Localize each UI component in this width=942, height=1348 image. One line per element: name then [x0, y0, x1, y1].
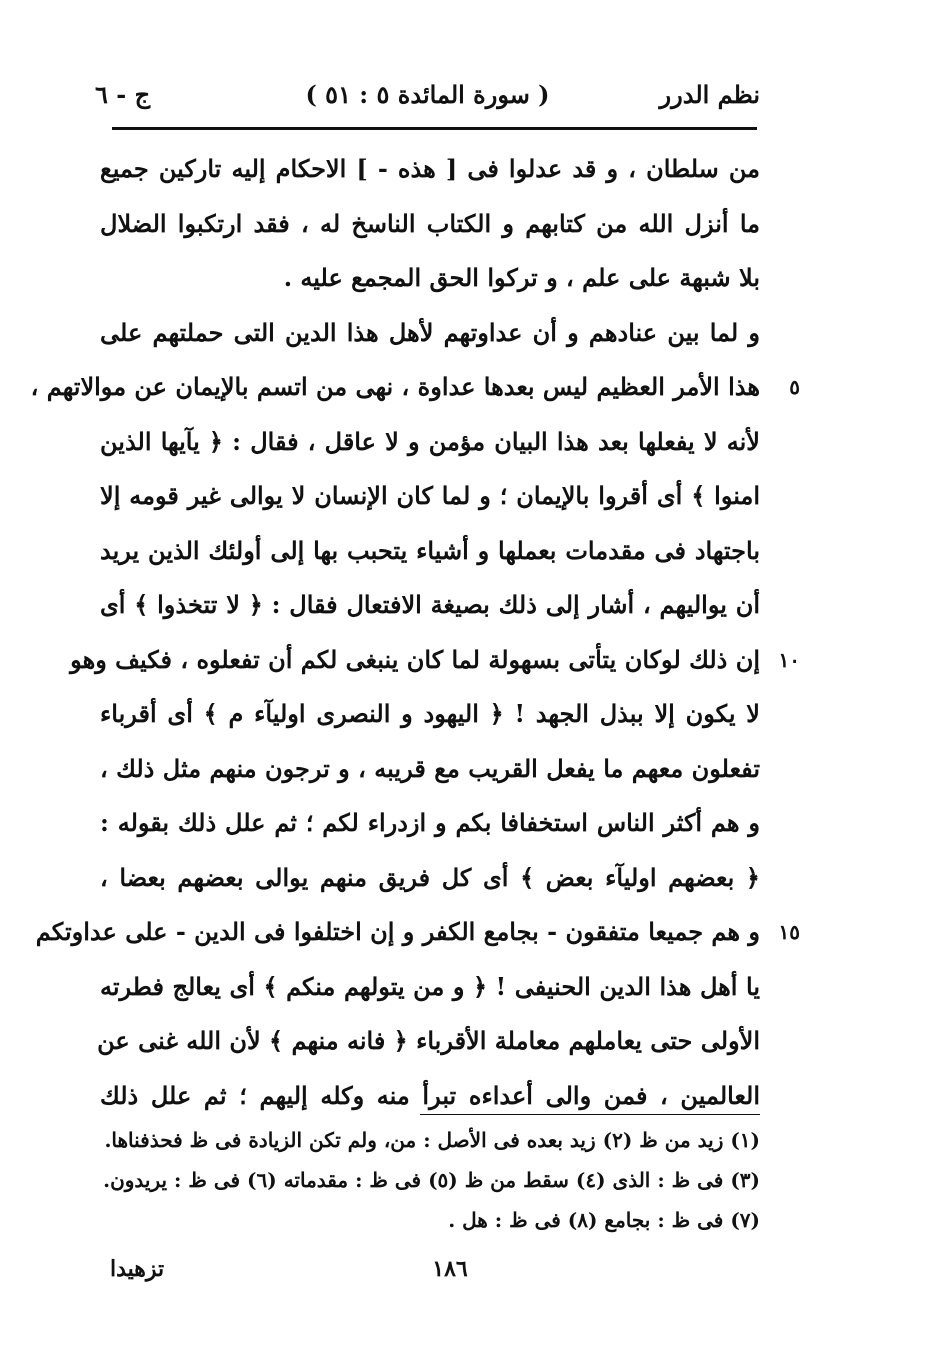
line-text: و هم أكثر الناس استخفافا بكم و ازدراء لكم ؛ ثم علل ذلك بقوله :	[100, 808, 760, 837]
text-line	[100, 306, 760, 361]
line-text: الأولى حتى يعاملهم معاملة الأقرباء ﴿ فانه منهم ﴾ لأن الله غنى عن	[97, 1026, 760, 1055]
page-number: ١٨٦	[432, 1256, 468, 1282]
line-text: إن ذلك لوكان يتأتى بسهولة لما كان ينبغى لكم أن تفعلوه ، فكيف وهو	[70, 644, 760, 674]
line-number: ٥	[789, 375, 800, 399]
footnotes	[100, 1120, 760, 1240]
footnote-rule	[420, 1114, 760, 1115]
text-line	[35, 905, 800, 960]
main-text	[30, 142, 800, 1123]
line-text: لأنه لا يفعلها بعد هذا البيان مؤمن و لا عاقل ، فقال : ﴿ يآيها الذين	[100, 426, 760, 456]
book-title: نظم الدرر	[659, 80, 760, 109]
line-text: ﴿ بعضهم اوليآء بعض ﴾ أى كل فريق منهم يوالى بعضهم بعضا ،	[100, 862, 760, 892]
line-text: و لما بين عنادهم و أن عداوتهم لأهل هذا الدين التى حملتهم على	[100, 317, 760, 347]
volume-number: ج - ٦	[95, 80, 151, 109]
text-line	[100, 469, 760, 524]
text-line	[97, 1014, 760, 1069]
text-line	[30, 360, 800, 415]
line-text: لا يكون إلا ببذل الجهد ! ﴿ اليهود و النصرى اوليآء م ﴾ أى أقرباء	[100, 699, 760, 728]
running-header	[95, 80, 760, 120]
line-text: من سلطان ، و قد عدلوا فى [ هذه - ] الاحكام إليه تاركين جميع	[100, 154, 760, 183]
text-line	[100, 415, 760, 470]
line-text: يا أهل هذا الدين الحنيفى ! ﴿ و من يتولهم منكم ﴾ أى يعالج فطرته	[100, 971, 760, 1001]
line-text: أن يواليهم ، أشار إلى ذلك بصيغة الافتعال فقال : ﴿ لا تتخذوا ﴾ أى	[100, 590, 760, 619]
header-rule	[112, 127, 757, 130]
text-line	[100, 687, 760, 742]
text-line	[100, 142, 760, 197]
line-text: باجتهاد فى مقدمات بعملها و أشياء يتحبب بها إلى أولئك الذين يريد	[100, 535, 761, 565]
text-line	[100, 796, 760, 851]
line-text: العالمين ، فمن والى أعداءه تبرأ منه وكله إليهم ؛ ثم علل ذلك	[100, 1080, 760, 1110]
line-text: و هم جميعا متفقون - بجامع الكفر و إن اختلفوا فى الدين - على عداوتكم	[35, 917, 760, 946]
text-line	[100, 742, 760, 797]
text-line	[100, 578, 760, 633]
surah-reference: ( سورة المائدة ٥ : ٥١ )	[305, 80, 550, 109]
line-text: تفعلون معهم ما يفعل القريب مع قريبه ، و ترجون منهم مثل ذلك ،	[100, 753, 761, 783]
line-number: ١٥	[778, 920, 800, 944]
text-line	[70, 633, 800, 688]
footnote-line: (٧) فى ظ : بجامع (٨) فى ظ : هل .	[448, 1208, 760, 1232]
line-text: امنوا ﴾ أى أقروا بالإيمان ؛ و لما كان الإنسان لا يوالى غير قومه إلا	[100, 481, 760, 510]
line-number: ١٠	[778, 647, 800, 672]
line-text: بلا شبهة على علم ، و تركوا الحق المجمع عليه .	[283, 263, 760, 292]
line-text: هذا الأمر العظيم ليس بعدها عداوة ، نهى من اتسم بالإيمان عن موالاتهم ،	[30, 372, 760, 401]
line-text: ما أنزل الله من كتابهم و الكتاب الناسخ له ، فقد ارتكبوا الضلال	[100, 208, 760, 238]
text-line	[100, 251, 760, 306]
footnote-line: (٣) فى ظ : الذى (٤) سقط من ظ (٥) فى ظ : مقدماته (٦) فى ظ : يريدون.	[103, 1168, 760, 1192]
catchword: تزهيدا	[110, 1256, 165, 1282]
footnote-line: (١) زيد من ظ (٢) زيد بعده فى الأصل : من، ولم تكن الزيادة فى ظ فحذفناها.	[104, 1128, 760, 1152]
text-line	[100, 197, 760, 252]
text-line	[100, 960, 760, 1015]
text-line	[100, 851, 760, 906]
text-line	[100, 524, 760, 579]
